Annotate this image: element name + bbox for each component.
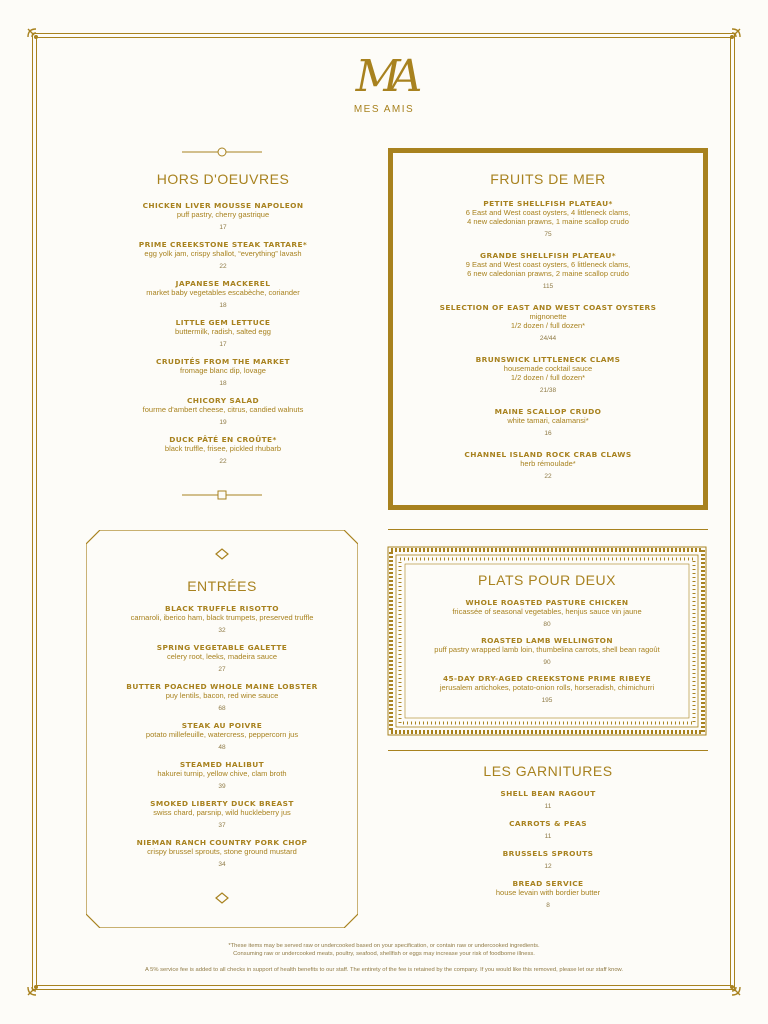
menu-item	[98, 721, 346, 752]
dish-price: 18	[219, 302, 227, 309]
dish-name: STEAMED HALIBUT	[179, 760, 265, 769]
dish-price: 16	[544, 430, 552, 437]
menu-item	[395, 407, 701, 438]
menu-item	[410, 674, 684, 705]
section-title: FRUITS DE MER	[490, 171, 606, 187]
dish-description: 4 new caledonian prawns, 1 maine scallop crudo	[467, 217, 629, 226]
dish-name: BRUNSWICK LITTLENECK CLAMS	[475, 355, 621, 364]
dish-price: 195	[541, 697, 553, 704]
dish-price: 39	[218, 783, 226, 790]
dish-price: 17	[219, 224, 227, 231]
dish-name: PETITE SHELLFISH PLATEAU*	[483, 199, 613, 208]
dish-description: house levain with bordier butter	[495, 888, 601, 897]
dish-description: hakurei turnip, yellow chive, clam broth	[157, 769, 287, 778]
dish-name: 45-DAY DRY-AGED CREEKSTONE PRIME RIBEYE	[442, 674, 652, 683]
dish-description: egg yolk jam, crispy shallot, “everything” lavash	[144, 249, 302, 258]
dish-description: buttermilk, radish, salted egg	[175, 327, 271, 336]
dish-price: 22	[544, 473, 552, 480]
dish-price: 21/38	[539, 387, 557, 394]
dish-description: 1/2 dozen / full dozen*	[510, 321, 586, 330]
dish-name: CRUDITÉS FROM THE MARKET	[156, 357, 290, 366]
dish-price: 8	[546, 902, 550, 909]
footer-disclaimer	[60, 942, 708, 958]
dish-name: BRUSSELS SPROUTS	[502, 849, 594, 858]
dish-price: 34	[218, 861, 226, 868]
dish-price: 18	[219, 380, 227, 387]
dish-name: JAPANESE MACKEREL	[175, 279, 271, 288]
dish-description: 6 new caledonian prawns, 2 maine scallop crudo	[467, 269, 629, 278]
dish-name: BUTTER POACHED WHOLE MAINE LOBSTER	[126, 682, 318, 691]
dish-name: ROASTED LAMB WELLINGTON	[481, 636, 613, 645]
menu-item	[395, 849, 701, 871]
dish-description: fourme d'ambert cheese, citrus, candied walnuts	[142, 405, 304, 414]
corner-ornament-icon	[722, 977, 742, 997]
dish-description: market baby vegetables escabèche, coriander	[146, 288, 300, 297]
menu-item	[100, 357, 346, 388]
dish-price: 19	[219, 419, 227, 426]
divider-ornament-icon	[182, 489, 262, 501]
fruits-de-mer-section	[395, 171, 701, 493]
dish-name: CARROTS & PEAS	[509, 819, 587, 828]
dish-description: housemade cocktail sauce	[503, 364, 593, 373]
menu-item	[395, 879, 701, 910]
menu-item	[395, 199, 701, 239]
section-title: PLATS POUR DEUX	[478, 572, 616, 588]
footer-service-fee	[60, 966, 708, 974]
dish-name: CHANNEL ISLAND ROCK CRAB CLAWS	[464, 450, 632, 459]
menu-item	[98, 682, 346, 713]
section-title: LES GARNITURES	[483, 763, 613, 779]
disclaimer-line: Consuming raw or undercooked meats, poultry, seafood, shellfish or eggs may increase your risk of foodborne illness.	[233, 951, 535, 957]
dish-description: puy lentils, bacon, red wine sauce	[165, 691, 279, 700]
menu-item	[98, 799, 346, 830]
menu-item	[100, 396, 346, 427]
dish-description: celery root, leeks, madeira sauce	[166, 652, 278, 661]
dish-description: fromage blanc dip, lovage	[180, 366, 266, 375]
menu-item	[100, 435, 346, 466]
dish-description: black truffle, frisee, pickled rhubarb	[164, 444, 282, 453]
dish-description: 9 East and West coast oysters, 6 littleneck clams,	[465, 260, 631, 269]
monogram-logo-icon: MA	[355, 51, 413, 102]
dish-description: herb rémoulade*	[520, 459, 576, 468]
hors-doeuvres-section	[100, 171, 346, 474]
dish-price: 12	[544, 863, 552, 870]
dish-price: 24/44	[539, 335, 557, 342]
section-title: HORS D'OEUVRES	[156, 171, 290, 187]
dish-price: 22	[219, 458, 227, 465]
dish-description: swiss chard, parsnip, wild huckleberry jus	[153, 808, 291, 817]
dish-name: MAINE SCALLOP CRUDO	[494, 407, 602, 416]
dish-price: 115	[542, 283, 554, 290]
dish-description: 6 East and West coast oysters, 4 littleneck clams,	[465, 208, 631, 217]
menu-item	[98, 760, 346, 791]
dish-price: 48	[218, 744, 226, 751]
dish-name: SMOKED LIBERTY DUCK BREAST	[150, 799, 294, 808]
dish-price: 22	[219, 263, 227, 270]
dish-name: LITTLE GEM LETTUCE	[175, 318, 271, 327]
dish-name: DUCK PÂTÉ EN CROÛTE*	[169, 435, 277, 444]
dish-name: BREAD SERVICE	[512, 879, 584, 888]
dish-price: 90	[543, 659, 551, 666]
dish-name: BLACK TRUFFLE RISOTTO	[165, 604, 279, 613]
dish-price: 37	[218, 822, 226, 829]
dish-price: 80	[543, 621, 551, 628]
dish-name: SELECTION OF EAST AND WEST COAST OYSTERS	[439, 303, 657, 312]
separator-line	[388, 750, 708, 751]
dish-name: SHELL BEAN RAGOUT	[500, 789, 596, 798]
menu-item	[98, 838, 346, 869]
menu-item	[98, 604, 346, 635]
dish-name: STEAK AU POIVRE	[181, 721, 263, 730]
separator-line	[388, 529, 708, 530]
menu-item	[100, 201, 346, 232]
dish-name: WHOLE ROASTED PASTURE CHICKEN	[465, 598, 629, 607]
dish-name: CHICORY SALAD	[186, 396, 260, 405]
menu-item	[395, 251, 701, 291]
divider-ornament-icon	[182, 146, 262, 158]
dish-name: GRANDE SHELLFISH PLATEAU*	[480, 251, 616, 260]
dish-description: 1/2 dozen / full dozen*	[510, 373, 586, 382]
dish-description: jerusalem artichokes, potato-onion rolls, horseradish, chimichurri	[439, 683, 655, 692]
dish-description: puff pastry, cherry gastrique	[176, 210, 270, 219]
menu-item	[410, 598, 684, 629]
dish-name: PRIME CREEKSTONE STEAK TARTARE*	[138, 240, 308, 249]
corner-ornament-icon	[26, 27, 46, 47]
dish-price: 17	[219, 341, 227, 348]
brand-logo	[334, 52, 434, 115]
corner-ornament-icon	[26, 977, 46, 997]
dish-description: white tamari, calamansi*	[507, 416, 589, 425]
dish-description: mignonette	[529, 312, 567, 321]
menu-item	[100, 318, 346, 349]
dish-description: puff pastry wrapped lamb loin, thumbelina carrots, shell bean ragoût	[434, 645, 660, 654]
menu-item	[410, 636, 684, 667]
dish-price: 11	[544, 803, 552, 810]
menu-item	[100, 279, 346, 310]
dish-description: crispy brussel sprouts, stone ground mustard	[147, 847, 297, 856]
dish-price: 68	[218, 705, 226, 712]
dish-price: 11	[544, 833, 552, 840]
menu-item	[98, 643, 346, 674]
dish-price: 27	[218, 666, 226, 673]
dish-price: 32	[218, 627, 226, 634]
dish-name: CHICKEN LIVER MOUSSE NAPOLEON	[142, 201, 304, 210]
dish-name: NIEMAN RANCH COUNTRY PORK CHOP	[136, 838, 308, 847]
service-fee-line: A 5% service fee is added to all checks in support of health benefits to our staff. The entirety of the fee is retained by the company. If you would like this removed, please let our staff know.	[144, 967, 624, 973]
dish-description: fricassée of seasonal vegetables, henjus sauce vin jaune	[452, 607, 642, 616]
dish-name: SPRING VEGETABLE GALETTE	[156, 643, 288, 652]
plats-pour-deux-section	[410, 572, 684, 712]
garnitures-section	[395, 763, 701, 918]
disclaimer-line: *These items may be served raw or undercooked based on your specification, or contain raw or undercooked ingredients.	[228, 943, 540, 949]
corner-ornament-icon	[722, 27, 742, 47]
menu-item	[395, 303, 701, 343]
brand-name: MES AMIS	[353, 104, 415, 115]
section-title: ENTRÉES	[187, 578, 257, 594]
entrees-section	[98, 578, 346, 877]
dish-description: carnaroli, iberico ham, black trumpets, preserved truffle	[130, 613, 314, 622]
menu-item	[395, 355, 701, 395]
menu-item	[100, 240, 346, 271]
menu-item	[395, 450, 701, 481]
dish-price: 75	[544, 231, 552, 238]
menu-item	[395, 789, 701, 811]
menu-item	[395, 819, 701, 841]
dish-description: potato millefeuille, watercress, peppercorn jus	[145, 730, 299, 739]
